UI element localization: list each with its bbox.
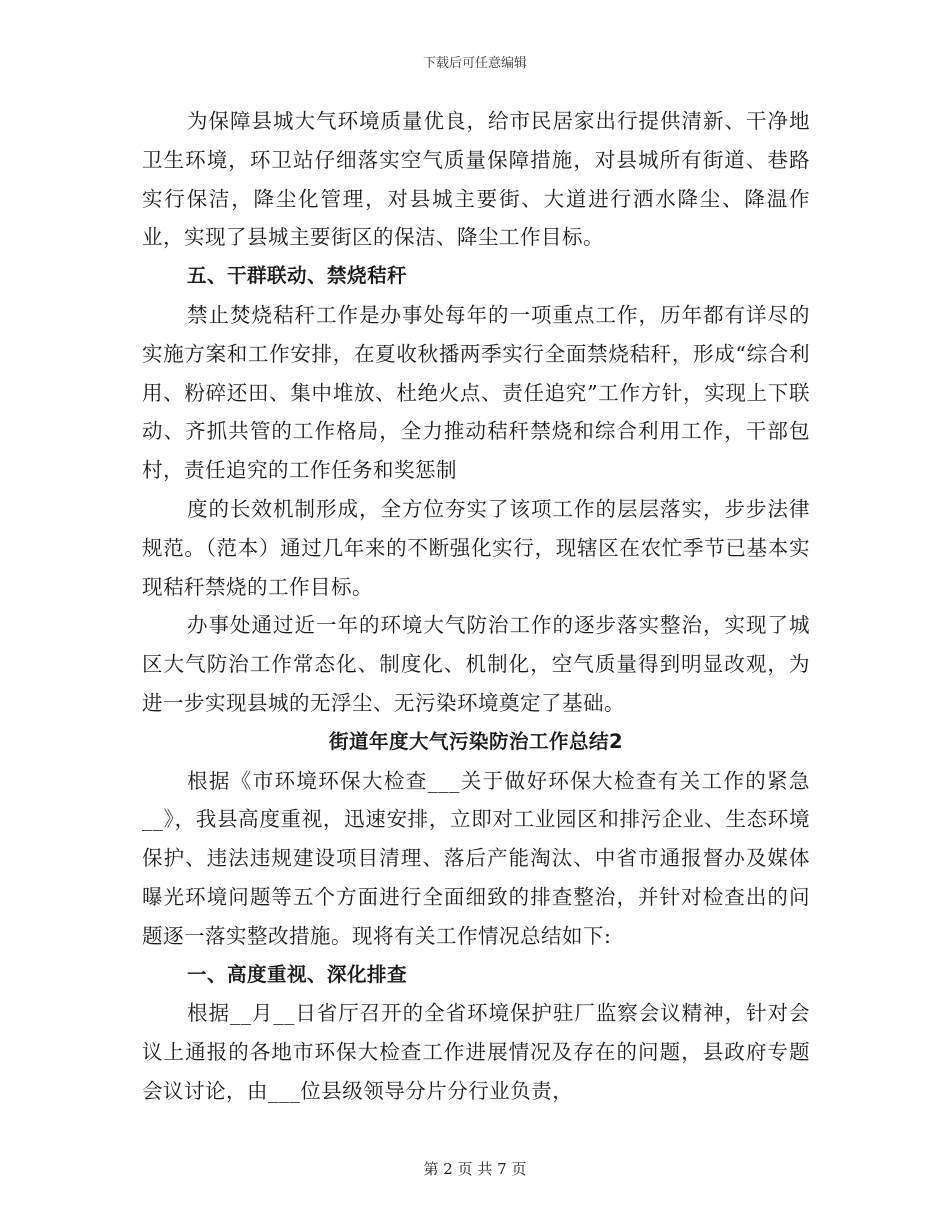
paragraph-inspection: 根据《市环境环保大检查___关于做好环保大检查有关工作的紧急__》，我县高度重视，迅速安排，立即对工业园区和排污企业、生态环境保护、违法违规建设项目清理、落后产能淘汰、中省市通报督办及媒体曝光环境问题等五个方面进行全面细致的排查整治，并针对检查出的问题逐一落实整改措施。现将有关工作情况总结如下: xyxy=(142,768,810,948)
section-heading-straw-ban: 五、干群联动、禁烧秸秆 xyxy=(187,264,408,288)
page-header-note: 下载后可任意编辑 xyxy=(422,56,527,71)
paragraph-summary: 办事处通过近一年的环境大气防治工作的逐步落实整治，实现了城区大气防治工作常态化、制度化、机制化，空气质量得到明显改观，为进一步实现县城的无浮尘、无污染环境奠定了基础。 xyxy=(142,613,810,715)
paragraph-meeting: 根据__月__日省厅召开的全省环境保护驻厂监察会议精神，针对会议上通报的各地市环保大检查工作进展情况及存在的问题，县政府专题会议讨论，由___位县级领导分片分行业负责， xyxy=(142,1001,810,1103)
document-body xyxy=(142,102,810,1111)
document-title-2: 街道年度大气污染防治工作总结2 xyxy=(328,729,624,753)
paragraph-air-quality: 为保障县城大气环境质量优良，给市民居家出行提供清新、干净地卫生环境，环卫站仔细落实空气质量保障措施，对县城所有街道、巷路实行保洁，降尘化管理，对县城主要街、大道进行洒水降尘、降温作业，实现了县城主要街区的保洁、降尘工作目标。 xyxy=(142,109,810,250)
paragraph-mechanism: 度的长效机制形成，全方位夯实了该项工作的层层落实，步步法律规范。（范本）通过几年来的不断强化实行，现辖区在农忙季节已基本实现秸秆禁烧的工作目标。 xyxy=(142,496,810,599)
paragraph-straw-ban: 禁止焚烧秸秆工作是办事处每年的一项重点工作，历年都有详尽的实施方案和工作安排，在夏收秋播两季实行全面禁烧秸秆，形成“综合利用、粉碎还田、集中堆放、杜绝火点、责任追究”工作方针，实现上下联动、齐抓共管的工作格局，全力推动秸秆禁烧和综合利用工作，干部包村，责任追究的工作任务和奖惩制 xyxy=(142,302,810,483)
section-heading-investigation: 一、高度重视、深化排查 xyxy=(187,962,408,986)
page-number: 第 2 页 共 7 页 xyxy=(423,1160,527,1178)
